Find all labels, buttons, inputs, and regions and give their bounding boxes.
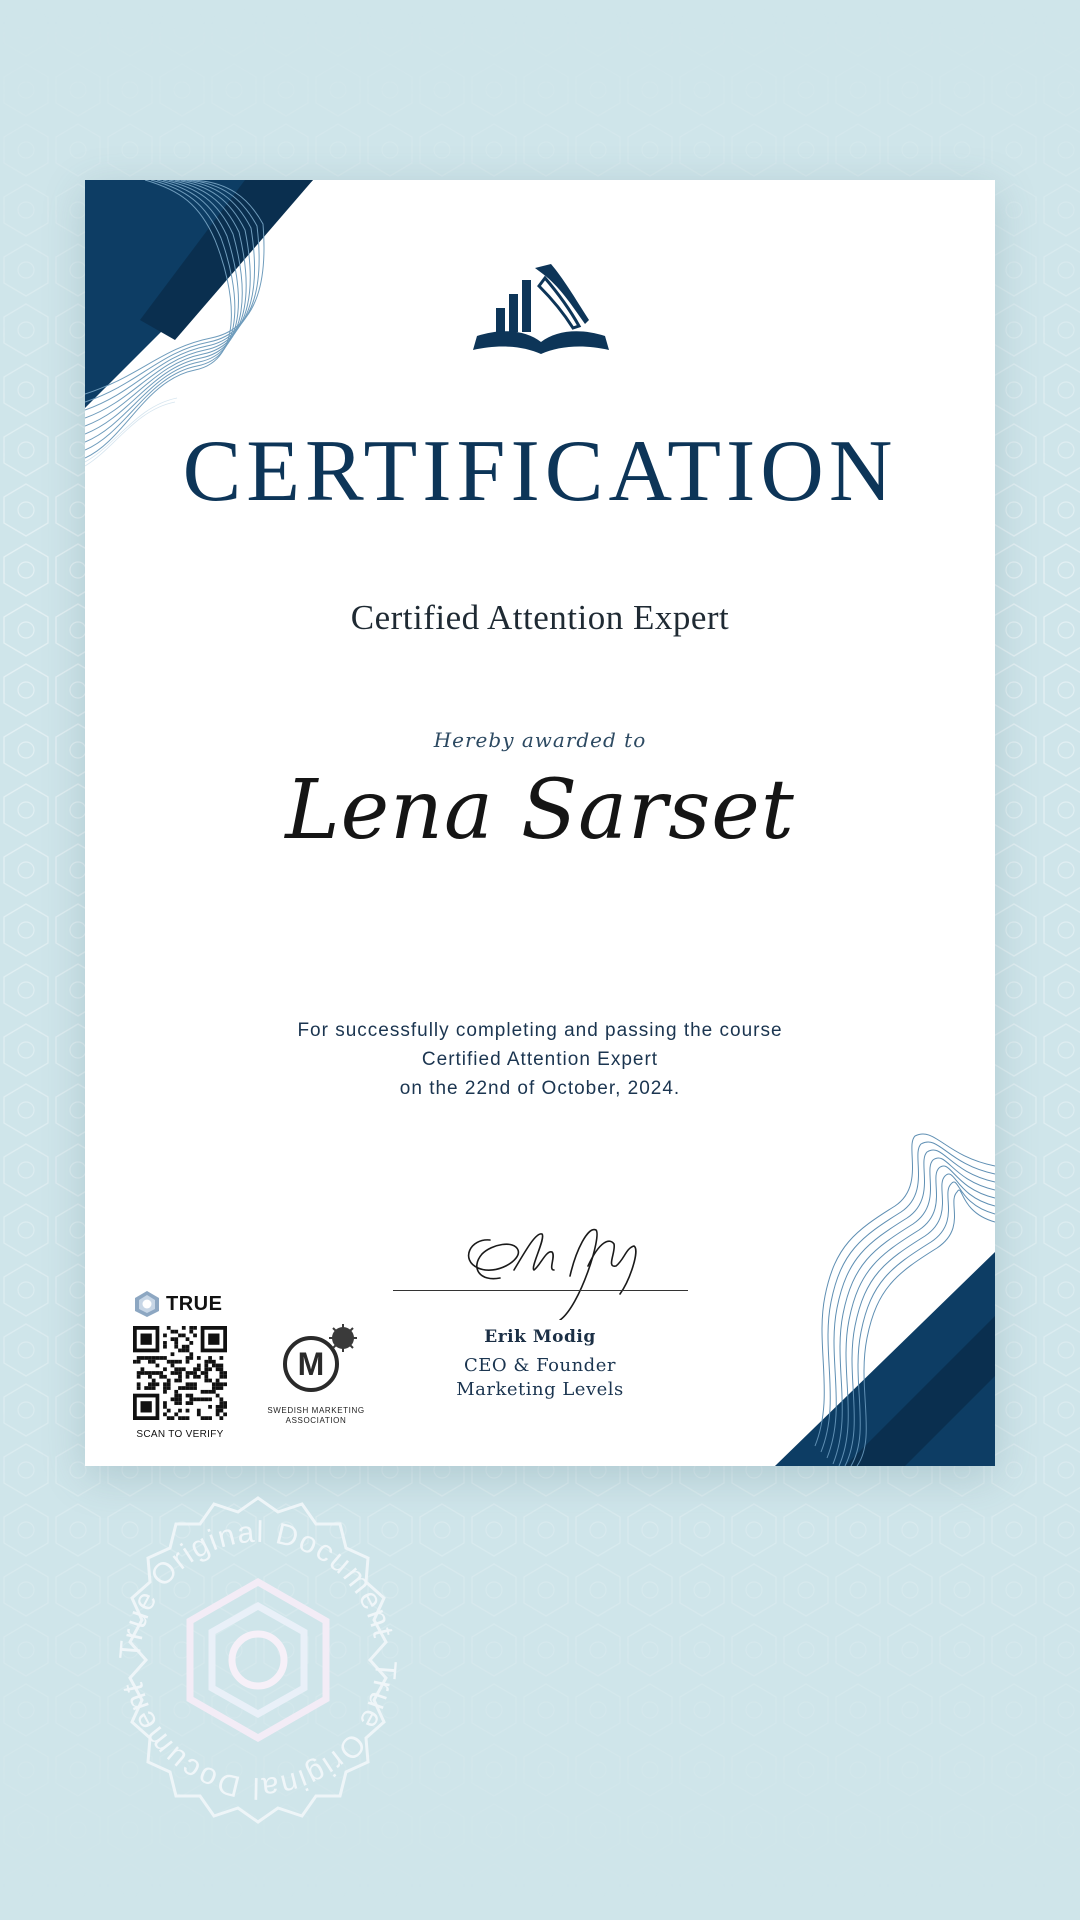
true-hexagon-seal-icon <box>88 1490 428 1830</box>
sma-m-logo-icon <box>271 1320 361 1400</box>
true-hexagon-icon <box>133 1290 161 1318</box>
qr-caption: SCAN TO VERIFY <box>136 1429 224 1440</box>
signer-role: CEO & Founder <box>464 1355 616 1376</box>
signer-organization: Marketing Levels <box>456 1379 624 1400</box>
svg-text:True Original Document <box>116 1659 402 1804</box>
book-chart-logo-icon <box>471 258 611 358</box>
true-verification-badge[interactable] <box>133 1290 222 1318</box>
awarded-text: Hereby awarded to <box>433 728 647 752</box>
certificate-card <box>85 180 995 1466</box>
signature-line <box>393 1290 688 1291</box>
true-badge-label: TRUE <box>166 1292 223 1315</box>
recipient-name: Lena Sarset <box>285 763 795 858</box>
sma-caption <box>245 1406 387 1426</box>
sma-caption-line: SWEDISH MARKETING <box>267 1406 365 1415</box>
completion-statement <box>85 1016 995 1103</box>
completion-line: Certified Attention Expert <box>421 1049 659 1070</box>
completion-line: For successfully completing and passing the course <box>297 1020 783 1041</box>
completion-line: on the 22nd of October, 2024. <box>399 1078 681 1099</box>
signer-name: Erik Modig <box>484 1327 596 1347</box>
seal-ring-text: True Original Document <box>116 1659 403 1805</box>
sma-caption-line: ASSOCIATION <box>285 1416 347 1425</box>
wave-corner-decoration-bottom-right <box>775 1126 995 1466</box>
certificate-subtitle: Certified Attention Expert <box>350 598 730 637</box>
seal-ring-text: True Original Document <box>113 1515 400 1661</box>
certificate-heading: CERTIFICATION <box>182 423 898 520</box>
svg-text:True Original Document <box>114 1516 400 1661</box>
sma-logo-letter: M <box>297 1346 325 1382</box>
qr-code-icon[interactable] <box>133 1326 227 1420</box>
signature-image <box>430 1210 680 1320</box>
